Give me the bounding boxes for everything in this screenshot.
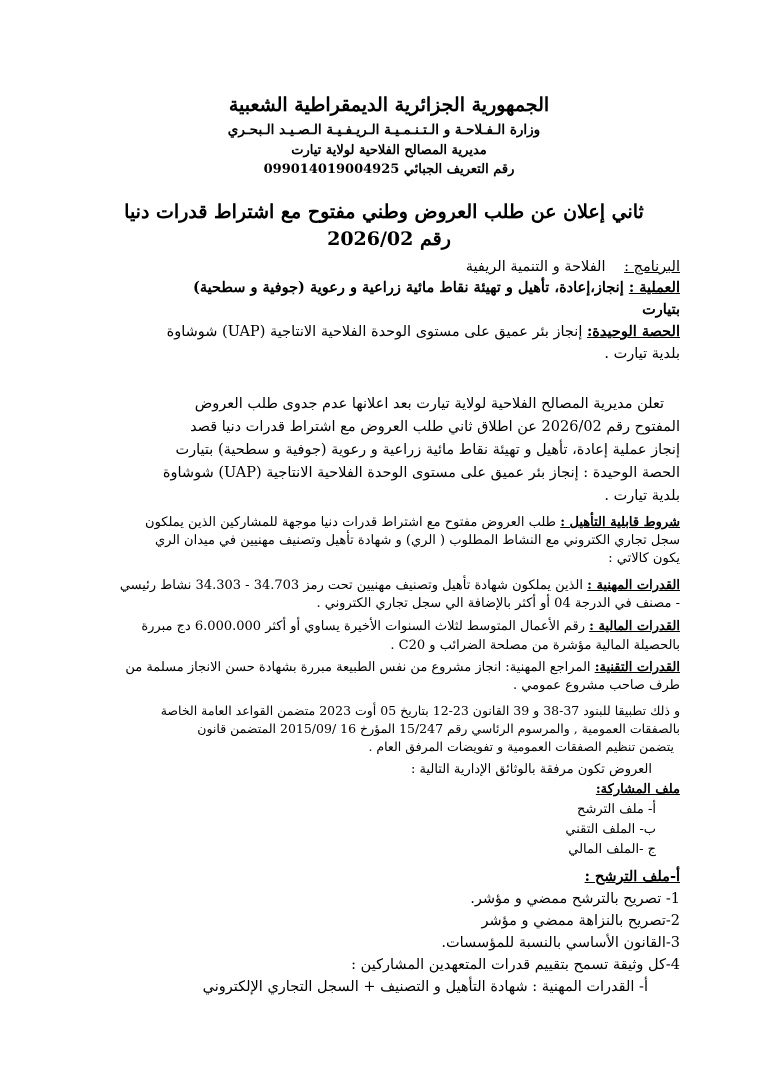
operation-value-cont: بتيارت xyxy=(642,301,680,318)
financial-capacity-text: بالحصيلة المالية مؤشرة من مصلحة الضرائب و C20 . xyxy=(390,638,680,653)
financial-capacity-text: رقم الأعمال المتوسط لثلاث السنوات الأخيرة يساوي أو أكثر 6.000.000 دج مبررة xyxy=(141,619,585,634)
announcement-title: ثاني إعلان عن طلب العروض وطني مفتوح مع اشتراط قدرات دنيا xyxy=(124,201,644,223)
candidacy-sub-item: أ- القدرات المهنية : شهادة التأهيل و التصنيف + السجل التجاري الإلكتروني xyxy=(202,979,648,995)
participation-block xyxy=(98,780,680,860)
participation-label: ملف المشاركة: xyxy=(595,782,680,797)
operation-row xyxy=(88,279,680,297)
participation-item: ج -الملف المالي xyxy=(568,842,656,857)
candidacy-label: أ-ملف الترشح : xyxy=(584,868,680,885)
lot-value-cont: بلدية تيارت . xyxy=(604,346,680,362)
professional-capacity-label: القدرات المهنية : xyxy=(587,578,680,593)
professional-capacity-block xyxy=(86,577,680,613)
intro-line: إنجاز عملية إعادة، تأهيل و تهيئة نقاط مائية زراعية و رعوية (جوفية و سطحية) بتيارت xyxy=(175,442,680,458)
intro-line: المفتوح رقم 2026/02 عن اطلاق ثاني طلب العروض مع اشتراط قدرات دنيا قصد xyxy=(190,419,680,435)
technical-capacity-block xyxy=(86,659,680,695)
candidacy-block xyxy=(98,866,680,998)
candidacy-item: 4-كل وثيقة تسمح بتقييم قدرات المتعهدين المشاركين : xyxy=(351,957,680,973)
financial-capacity-label: القدرات المالية : xyxy=(589,619,680,634)
program-row xyxy=(98,258,680,276)
participation-item: ب- الملف التقني xyxy=(565,822,656,837)
candidacy-item: 2-تصريح بالنزاهة ممضي و مؤشر xyxy=(481,913,680,929)
intro-line: بلدية تيارت . xyxy=(604,488,680,504)
tax-id: رقم التعريف الجبائي 099014019004925 xyxy=(263,162,515,177)
legal-line: و ذلك تطبيقا للبنود 37-38 و 39 القانون 23-12 بتاريخ 05 أوت 2023 متضمن القواعد العامة الخاصة xyxy=(160,703,680,718)
intro-line: تعلن مديرية المصالح الفلاحية لولاية تيارت بعد اعلانها عدم جدوى طلب العروض xyxy=(194,396,664,412)
lot-label: الحصة الوحيدة: xyxy=(586,323,680,340)
intro-line: الحصة الوحيدة : إنجاز بئر عميق على مستوى الوحدة الفلاحية الانتاجية (UAP) شوشاوة xyxy=(162,465,680,481)
eligibility-block xyxy=(86,514,680,568)
legal-line: بالصفقات العمومية , والمرسوم الرئاسي رقم 15/247 المؤرخ 16 /2015/09 المتضمن قانون xyxy=(197,721,680,736)
candidacy-item: 3-القانون الأساسي بالنسبة للمؤسسات. xyxy=(441,935,680,951)
operation-label: العملية : xyxy=(628,279,680,296)
announcement-number: رقم 2026/02 xyxy=(327,228,451,250)
eligibility-label: شروط قابلية التأهيل : xyxy=(560,515,680,530)
professional-capacity-text: - مصنف في الدرجة 04 أو أكثر بالإضافة الي سجل تجاري الكتروني . xyxy=(316,596,680,611)
eligibility-text: طلب العروض مفتوح مع اشتراط قدرات دنيا موجهة للمشاركين الذين يملكون xyxy=(145,515,557,530)
lot-value: إنجاز بئر عميق على مستوى الوحدة الفلاحية الانتاجية (UAP) شوشاوة xyxy=(166,324,583,340)
professional-capacity-text: الذين يملكون شهادة تأهيل وتصنيف مهنيين تحت رمز 34.703 - 34.303 نشاط رئيسي xyxy=(119,578,583,593)
ministry-heading: وزارة الـفـلاحـة و الـتـنـمـيـة الـريـفـيـة الـصـيـد الـبحـري xyxy=(227,122,541,138)
republic-heading: الجمهورية الجزائرية الديمقراطية الشعبية xyxy=(228,94,550,116)
technical-capacity-label: القدرات التقنية: xyxy=(594,660,680,675)
intro-paragraph xyxy=(98,393,680,508)
program-label: البرنامج : xyxy=(624,259,680,275)
eligibility-text: يكون كالاتي : xyxy=(608,551,680,566)
documents-intro: العروض تكون مرفقة بالوثائق الإدارية التالية : xyxy=(410,762,652,777)
operation-value: إنجاز،إعادة، تأهيل و تهيئة نقاط مائية زراعية و رعوية (جوفية و سطحية) xyxy=(192,279,624,296)
candidacy-item: 1- تصريح بالترشح ممضي و مؤشر. xyxy=(470,891,680,907)
legal-references xyxy=(86,702,680,756)
technical-capacity-text: المراجع المهنية: انجاز مشروع من نفس الطبيعة مبررة بشهادة حسن الانجاز مسلمة من xyxy=(125,660,591,675)
technical-capacity-text: طرف صاحب مشروع عمومي . xyxy=(512,678,680,693)
eligibility-text: سجل تجاري الكتروني مع النشاط المطلوب ( الري) و شهادة تأهيل وتصنيف مهنيين في ميدان الري xyxy=(154,533,680,548)
participation-item: أ- ملف الترشح xyxy=(577,802,656,817)
directorate-heading: مديرية المصالح الفلاحية لولاية تيارت xyxy=(291,143,487,158)
financial-capacity-block xyxy=(86,617,680,655)
program-value: الفلاحة و التنمية الريفية xyxy=(465,259,606,275)
legal-line: يتضمن تنظيم الصفقات العمومية و تفويضات المرفق العام . xyxy=(368,739,674,754)
lot-row xyxy=(98,323,680,341)
